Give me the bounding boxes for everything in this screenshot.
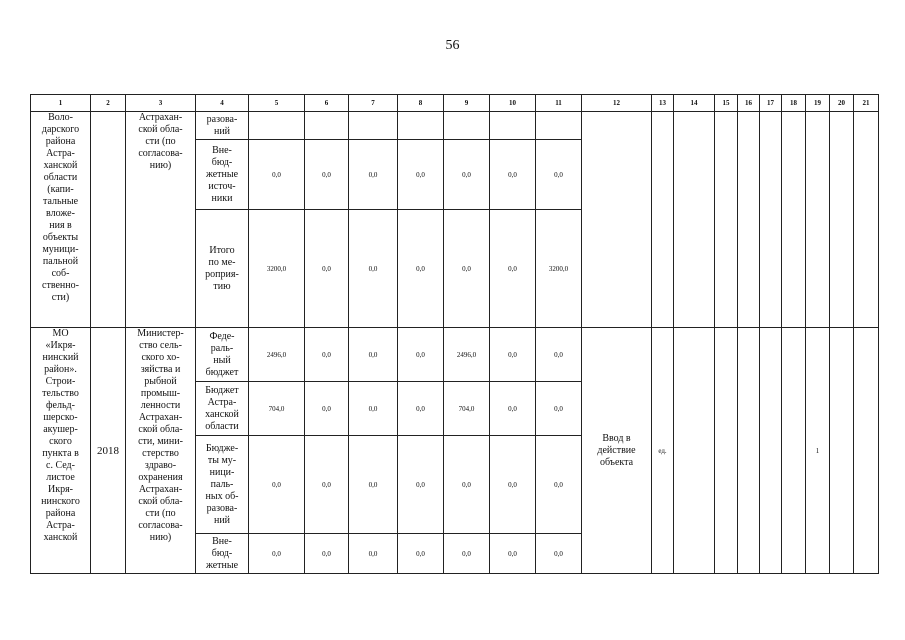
amount-cell: 3200,0 [249, 210, 305, 328]
empty-cell [830, 112, 854, 328]
column-header-2: 2 [91, 95, 126, 112]
executor-cell: Министер- ство сель- ского хо- зяйства и рыбной промыш- ленности Астрахан- ской обла- сти, мини- стерство здраво- охранения Астрахан- ской обла- сти (по согласова- нию) [126, 328, 196, 574]
column-header-8: 8 [398, 95, 444, 112]
amount-cell: 2496,0 [444, 328, 490, 382]
amount-cell: 0,0 [349, 382, 398, 436]
amount-cell: 0,0 [249, 140, 305, 210]
empty-cell [738, 328, 760, 574]
column-header-4: 4 [196, 95, 249, 112]
empty-cell [652, 112, 674, 328]
amount-cell: 0,0 [536, 328, 582, 382]
column-header-6: 6 [305, 95, 349, 112]
column-header-10: 10 [490, 95, 536, 112]
column-header-9: 9 [444, 95, 490, 112]
column-header-14: 14 [674, 95, 715, 112]
amount-cell: 0,0 [490, 210, 536, 328]
column-header-17: 17 [760, 95, 782, 112]
year-cell [91, 112, 126, 328]
amount-cell [536, 112, 582, 140]
empty-cell [760, 112, 782, 328]
amount-cell: 0,0 [349, 534, 398, 574]
column-header-18: 18 [782, 95, 806, 112]
amount-cell: 0,0 [349, 210, 398, 328]
column-header-1: 1 [31, 95, 91, 112]
empty-cell [715, 328, 738, 574]
empty-cell [854, 112, 879, 328]
empty-cell [738, 112, 760, 328]
amount-cell: 0,0 [398, 140, 444, 210]
amount-cell: 0,0 [398, 210, 444, 328]
empty-cell [854, 328, 879, 574]
result-cell: Ввод в действие объекта [582, 328, 652, 574]
amount-cell: 704,0 [444, 382, 490, 436]
empty-cell [782, 328, 806, 574]
amount-cell: 0,0 [349, 436, 398, 534]
amount-cell: 0,0 [490, 382, 536, 436]
amount-cell: 0,0 [536, 382, 582, 436]
empty-cell [806, 112, 830, 328]
column-header-13: 13 [652, 95, 674, 112]
empty-cell [674, 112, 715, 328]
column-header-21: 21 [854, 95, 879, 112]
amount-cell: 704,0 [249, 382, 305, 436]
amount-cell: 0,0 [444, 436, 490, 534]
amount-cell: 2496,0 [249, 328, 305, 382]
table-row [31, 112, 879, 140]
amount-cell: 0,0 [490, 534, 536, 574]
column-header-16: 16 [738, 95, 760, 112]
amount-cell [490, 112, 536, 140]
table-row [31, 328, 879, 382]
amount-cell: 0,0 [305, 210, 349, 328]
column-header-11: 11 [536, 95, 582, 112]
empty-cell [830, 328, 854, 574]
amount-cell: 0,0 [444, 140, 490, 210]
page-number: 56 [445, 38, 460, 53]
empty-cell [760, 328, 782, 574]
amount-cell: 0,0 [249, 534, 305, 574]
funding-source-cell: Феде- раль- ный бюджет [196, 328, 249, 382]
empty-cell [782, 112, 806, 328]
amount-cell: 0,0 [490, 436, 536, 534]
amount-cell: 0,0 [536, 534, 582, 574]
column-header-19: 19 [806, 95, 830, 112]
empty-cell [582, 112, 652, 328]
empty-cell [715, 112, 738, 328]
amount-cell: 0,0 [305, 436, 349, 534]
empty-cell [674, 328, 715, 574]
funding-source-cell: Бюджет Астра- ханской области [196, 382, 249, 436]
executor-cell: Астрахан- ской обла- сти (по согласова- нию) [126, 112, 196, 328]
amount-cell: 0,0 [444, 534, 490, 574]
unit-cell: ед. [652, 328, 674, 574]
amount-cell [444, 112, 490, 140]
year-cell: 2018 [91, 328, 126, 574]
amount-cell [398, 112, 444, 140]
funding-source-cell: Итого по ме- роприя- тию [196, 210, 249, 328]
column-header-3: 3 [126, 95, 196, 112]
amount-cell: 0,0 [536, 436, 582, 534]
funding-source-cell: Вне- бюд- жетные источ- ники [196, 140, 249, 210]
amount-cell: 0,0 [305, 328, 349, 382]
column-header-5: 5 [249, 95, 305, 112]
amount-cell: 0,0 [398, 436, 444, 534]
amount-cell: 0,0 [536, 140, 582, 210]
column-header-15: 15 [715, 95, 738, 112]
amount-cell: 3200,0 [536, 210, 582, 328]
measure-name-cell: МО «Икря- нинский район». Строи- тельство фельд- шерско- акушер- ского пункта в с. Сед- листое Икря- нинского района Астра- ханской [31, 328, 91, 574]
funding-source-cell: Бюдже- ты му- ници- паль- ных об- разова- ний [196, 436, 249, 534]
budget-table [30, 94, 879, 574]
amount-cell: 0,0 [490, 328, 536, 382]
column-header-20: 20 [830, 95, 854, 112]
header-row [31, 95, 879, 112]
funding-source-cell: Вне- бюд- жетные [196, 534, 249, 574]
measure-name-cell: Воло- дарского района Астра- ханской области (капи- тальные вложе- ния в объекты муници- пальной соб- ственно- сти) [31, 112, 91, 328]
amount-cell [305, 112, 349, 140]
amount-cell: 0,0 [349, 140, 398, 210]
amount-cell: 0,0 [490, 140, 536, 210]
amount-cell: 0,0 [305, 140, 349, 210]
amount-cell: 0,0 [444, 210, 490, 328]
amount-cell: 0,0 [305, 534, 349, 574]
amount-cell: 0,0 [249, 436, 305, 534]
amount-cell [249, 112, 305, 140]
amount-cell: 0,0 [398, 328, 444, 382]
indicator-value-cell: 1 [806, 328, 830, 574]
column-header-12: 12 [582, 95, 652, 112]
amount-cell: 0,0 [349, 328, 398, 382]
funding-source-cell: разова- ний [196, 112, 249, 140]
amount-cell [349, 112, 398, 140]
column-header-7: 7 [349, 95, 398, 112]
amount-cell: 0,0 [305, 382, 349, 436]
amount-cell: 0,0 [398, 382, 444, 436]
amount-cell: 0,0 [398, 534, 444, 574]
